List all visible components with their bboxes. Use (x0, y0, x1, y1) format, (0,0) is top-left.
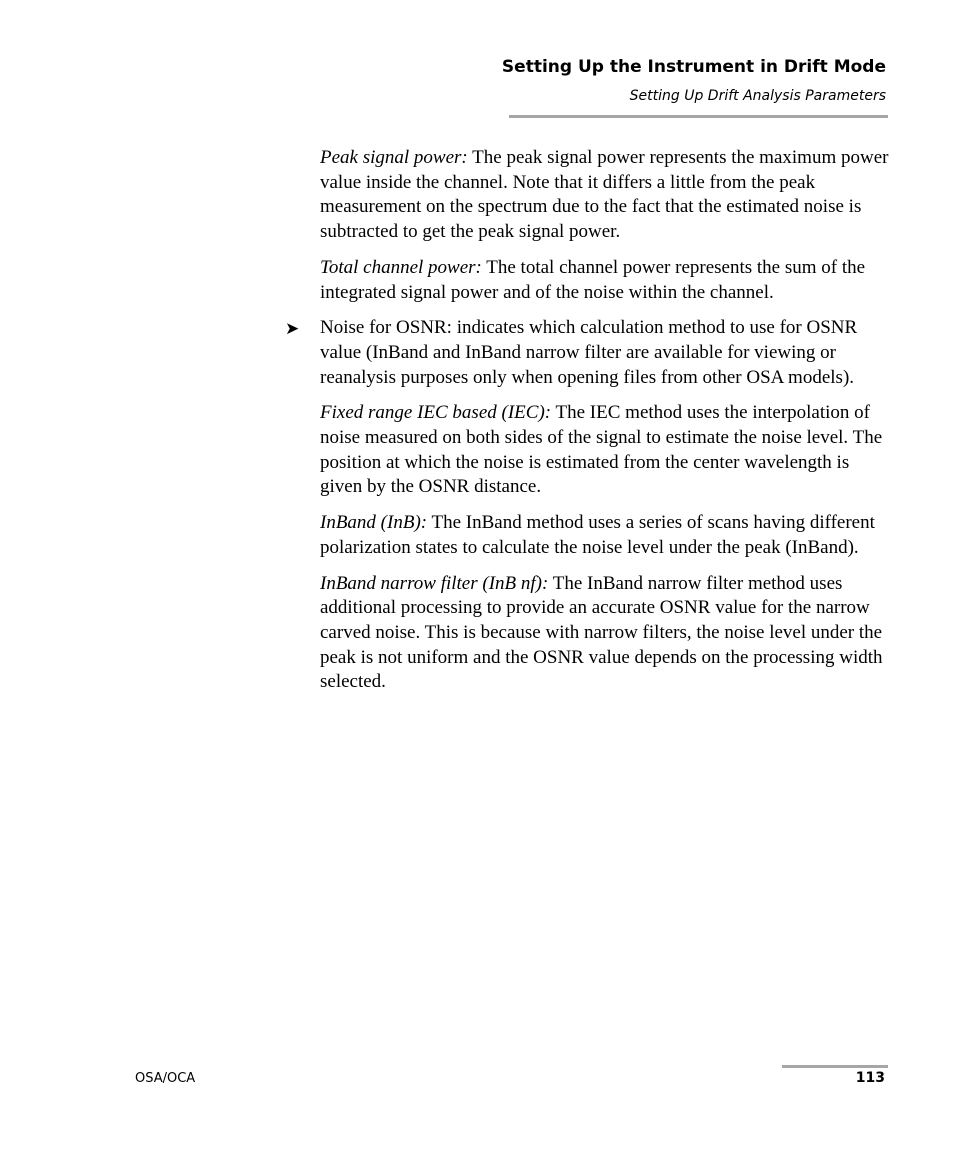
page-number: 113 (855, 1070, 885, 1086)
header-rule (509, 115, 888, 118)
section-subtitle: Setting Up Drift Analysis Parameters (629, 88, 886, 104)
footer-rule (782, 1065, 888, 1068)
paragraph-total-channel-power (320, 256, 890, 305)
text-noise-for-osnr: Noise for OSNR: indicates which calculation method to use for OSNR value (InBand and InBand narrow filter are available for viewing or reanalysis purposes only when opening files from other OSA models). (320, 317, 858, 388)
paragraph-fixed-range-iec (320, 401, 890, 500)
term-inband-narrow-filter: InBand narrow filter (InB nf): (320, 572, 549, 594)
text-peak-signal-power: The peak signal power represents the maximum power value inside the channel. Note that it differs a little from the peak measurement on the spectrum due to the fact that the estimated noise is subtracted to get the peak signal power. (320, 147, 889, 243)
main-content (285, 146, 890, 706)
paragraph-inband-narrow-filter (320, 572, 890, 696)
term-fixed-range-iec: Fixed range IEC based (IEC): (320, 402, 552, 424)
paragraph-inband (320, 511, 890, 560)
term-peak-signal-power: Peak signal power: (320, 147, 468, 168)
text-inband-narrow-filter: The InBand narrow filter method uses additional processing to provide an accurate OSNR value for the narrow carved noise. This is because with narrow filters, the noise level under the peak is not uniform and the OSNR value depends on the processing width selected. (320, 572, 883, 693)
bullet-noise-for-osnr (285, 316, 890, 390)
footer-product-name: OSA/OCA (135, 1071, 196, 1086)
paragraph-peak-signal-power (320, 146, 890, 245)
text-inband: The InBand method uses a series of scans having different polarization states to calculate the noise level under the peak (InBand). (320, 512, 875, 558)
text-fixed-range-iec: The IEC method uses the interpolation of noise measured on both sides of the signal to estimate the noise level. The position at which the noise is estimated from the center wavelength is given by the OSNR distance. (320, 402, 883, 498)
term-inband: InBand (InB): (320, 512, 428, 534)
term-total-channel-power: Total channel power: (320, 256, 482, 278)
text-total-channel-power: The total channel power represents the sum of the integrated signal power and of the noise within the channel. (320, 256, 866, 303)
section-title: Setting Up the Instrument in Drift Mode (501, 57, 886, 77)
arrow-bullet-icon: ➤ (285, 319, 300, 340)
